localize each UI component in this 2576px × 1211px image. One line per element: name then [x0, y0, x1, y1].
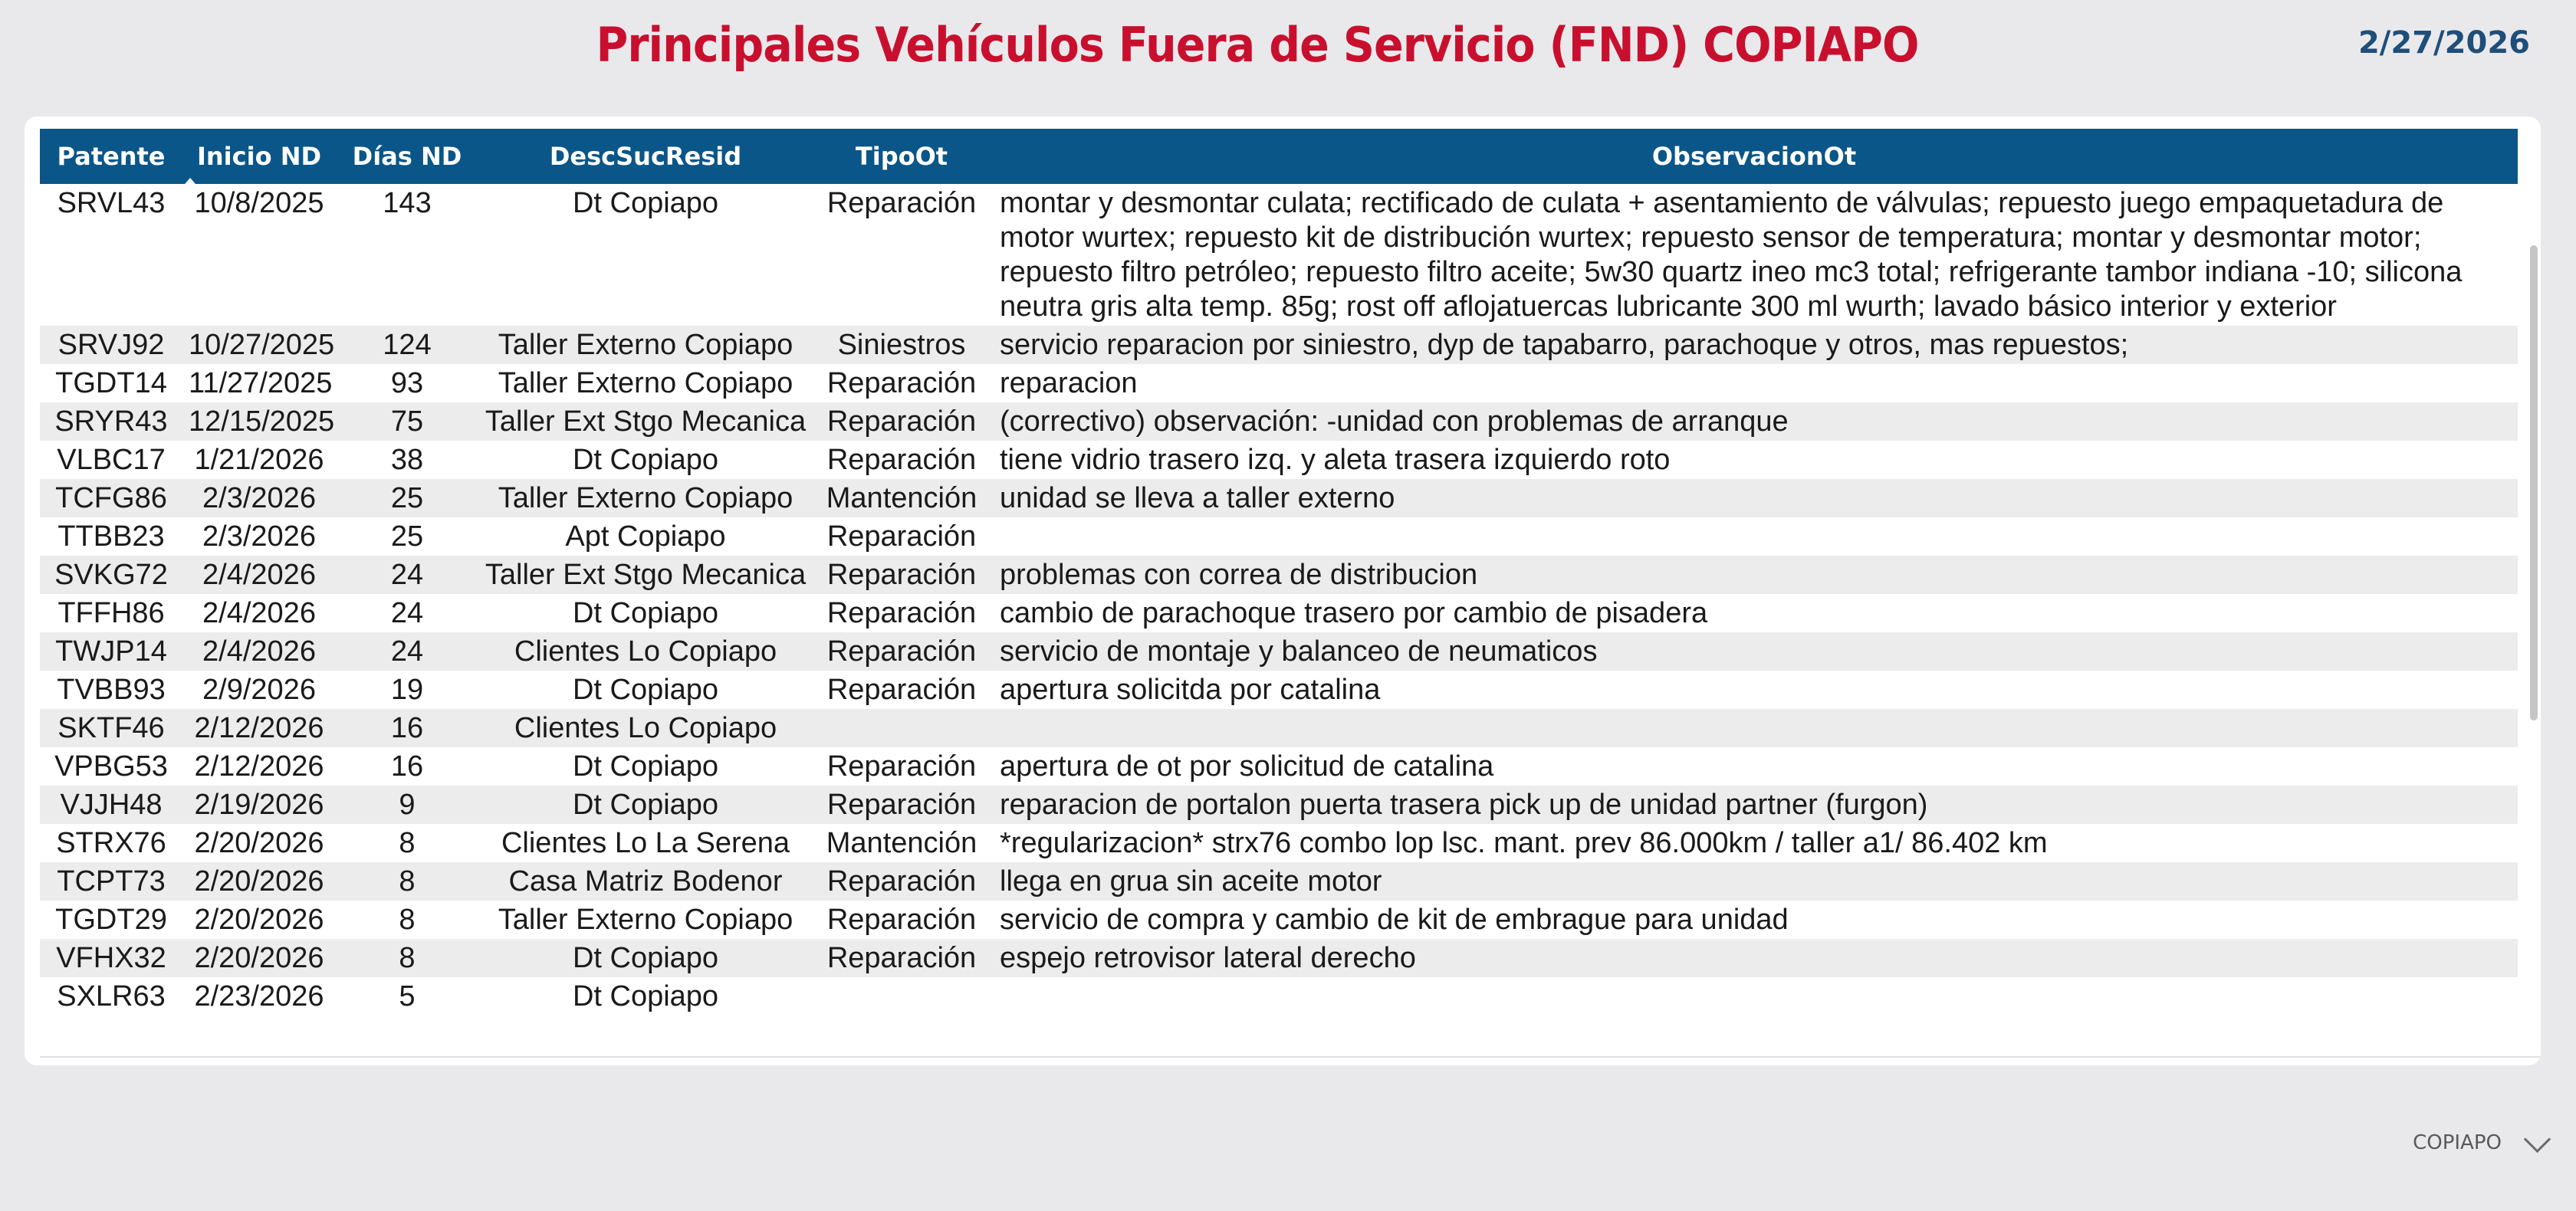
descsucresid-cell: Dt Copiapo [572, 674, 719, 706]
observacionot-cell [991, 709, 2518, 747]
observacionot-cell [991, 977, 2518, 1016]
tipoot-cell [813, 709, 991, 747]
descsucresid-cell: Clientes Lo La Serena [501, 827, 790, 859]
inicio-nd-cell: 2/3/2026 [202, 520, 316, 553]
tipoot-cell: Reparación [826, 520, 977, 553]
tipoot-cell: Mantención [826, 827, 978, 859]
inicio-nd-cell: 2/3/2026 [202, 482, 316, 514]
patente-cell: STRX76 [56, 827, 166, 859]
observacionot-cell: *regularizacion* strx76 combo lop lsc. mant. prev 86.000km / taller a1/ 86.402 km [1000, 827, 2048, 859]
branch-filter-dropdown[interactable] [2413, 1131, 2547, 1154]
observacionot-cell: espejo retrovisor lateral derecho [1000, 942, 1416, 974]
dias-nd-cell: 25 [390, 482, 424, 514]
dias-nd-cell: 19 [390, 674, 424, 706]
table-row[interactable] [40, 862, 2518, 901]
table-row[interactable] [40, 517, 2518, 556]
table-row[interactable] [40, 939, 2518, 977]
patente-cell: VPBG53 [54, 750, 168, 783]
table-row[interactable] [40, 671, 2518, 709]
descsucresid-cell: Taller Externo Copiapo [498, 329, 794, 361]
table-visual [25, 117, 2541, 1065]
tipoot-cell: Reparación [826, 904, 977, 936]
column-header-dias-nd[interactable]: Días ND [352, 142, 462, 171]
inicio-nd-cell: 2/20/2026 [194, 942, 324, 974]
tipoot-cell: Reparación [826, 942, 977, 974]
inicio-nd-cell: 2/19/2026 [194, 789, 324, 821]
patente-cell: SRVL43 [57, 187, 166, 219]
descsucresid-cell: Taller Ext Stgo Mecanica [485, 405, 807, 438]
patente-cell: VJJH48 [60, 789, 163, 821]
table-row[interactable] [40, 184, 2518, 326]
inicio-nd-cell: 2/9/2026 [202, 674, 316, 706]
tipoot-cell: Reparación [826, 750, 977, 783]
inicio-nd-cell: 2/20/2026 [194, 827, 324, 859]
tipoot-cell: Mantención [826, 482, 978, 514]
inicio-nd-cell: 10/8/2025 [194, 187, 324, 219]
tipoot-cell: Reparación [826, 789, 977, 821]
observacionot-cell: llega en grua sin aceite motor [1000, 865, 1382, 898]
patente-cell: TGDT29 [55, 904, 167, 936]
tipoot-cell: Reparación [826, 635, 977, 668]
sort-ascending-icon[interactable] [181, 178, 199, 189]
tipoot-cell: Reparación [826, 674, 977, 706]
descsucresid-cell: Dt Copiapo [572, 980, 719, 1012]
descsucresid-cell: Dt Copiapo [572, 444, 719, 476]
dias-nd-cell: 25 [390, 520, 424, 553]
patente-cell: VLBC17 [57, 444, 166, 476]
observacionot-cell: servicio de montaje y balanceo de neumaticos [1000, 635, 1598, 668]
column-header-tipoot[interactable]: TipoOt [855, 142, 948, 171]
patente-cell: VFHX32 [56, 942, 166, 974]
tipoot-cell: Reparación [826, 444, 977, 476]
table-row[interactable] [40, 977, 2518, 1016]
inicio-nd-cell: 11/27/2025 [189, 367, 333, 399]
observacionot-cell: unidad se lleva a taller externo [1000, 482, 1395, 514]
dias-nd-cell: 16 [390, 712, 424, 744]
inicio-nd-cell: 12/15/2025 [189, 405, 335, 438]
column-header-patente[interactable]: Patente [57, 142, 166, 171]
tipoot-cell: Reparación [826, 559, 977, 591]
table-body [40, 184, 2518, 1016]
patente-cell: SRVJ92 [58, 329, 165, 361]
patente-cell: TCPT73 [57, 865, 166, 898]
dias-nd-cell: 24 [390, 559, 424, 591]
patente-cell: TFFH86 [58, 597, 165, 629]
descsucresid-cell: Apt Copiapo [565, 520, 726, 553]
table-row[interactable] [40, 326, 2518, 364]
table-row[interactable] [40, 441, 2518, 479]
chevron-down-icon[interactable] [2524, 1125, 2551, 1152]
dias-nd-cell: 8 [399, 865, 416, 898]
dias-nd-cell: 24 [390, 597, 424, 629]
table-header-row [40, 129, 2518, 184]
observacionot-cell: apertura solicitda por catalina [1000, 674, 1381, 706]
descsucresid-cell: Dt Copiapo [572, 187, 719, 219]
tipoot-cell: Reparación [826, 597, 977, 629]
dias-nd-cell: 93 [390, 367, 424, 399]
observacionot-cell: servicio reparacion por siniestro, dyp de tapabarro, parachoque y otros, mas repuestos; [1000, 329, 2129, 361]
dias-nd-cell: 5 [399, 980, 416, 1012]
branch-filter-value: COPIAPO [2413, 1131, 2502, 1154]
dias-nd-cell: 38 [390, 444, 424, 476]
table-bottom-divider [40, 1056, 2541, 1058]
dias-nd-cell: 16 [390, 750, 424, 783]
observacionot-cell: problemas con correa de distribucion [1000, 559, 1478, 591]
dias-nd-cell: 124 [383, 329, 432, 361]
inicio-nd-cell: 2/20/2026 [194, 865, 324, 898]
descsucresid-cell: Dt Copiapo [572, 942, 719, 974]
observacionot-cell: montar y desmontar culata; rectificado de culata + asentamiento de válvulas; repuesto juego empaquetadura de motor wurtex; repuesto kit de distribución wurtex; repuesto sensor de temperatura; montar y desmontar motor; repuesto filtro petróleo; repuesto filtro aceite; 5w30 quartz ineo mc3 total; refrigerante tambor indiana -10; silicona neutra gris alta temp. 85g; rost off aflojatuercas lubricante 300 ml wurth; lavado básico interior y exterior [1000, 187, 2463, 323]
observacionot-cell: cambio de parachoque trasero por cambio de pisadera [1000, 597, 1708, 629]
patente-cell: SKTF46 [58, 712, 165, 744]
descsucresid-cell: Taller Externo Copiapo [498, 482, 794, 514]
descsucresid-cell: Dt Copiapo [572, 597, 719, 629]
inicio-nd-cell: 10/27/2025 [189, 329, 335, 361]
inicio-nd-cell: 2/4/2026 [202, 635, 316, 668]
patente-cell: TCFG86 [55, 482, 167, 514]
dias-nd-cell: 8 [399, 942, 416, 974]
observacionot-cell: apertura de ot por solicitud de catalina [1000, 750, 1494, 783]
descsucresid-cell: Clientes Lo Copiapo [514, 635, 777, 668]
patente-cell: TWJP14 [55, 635, 167, 668]
dias-nd-cell: 9 [399, 789, 416, 821]
vehicles-table [40, 129, 2518, 1016]
table-row[interactable] [40, 479, 2518, 517]
observacionot-cell: tiene vidrio trasero izq. y aleta trasera izquierdo roto [1000, 444, 1671, 476]
observacionot-cell: reparacion [1000, 367, 1138, 399]
table-row[interactable] [40, 402, 2518, 441]
inicio-nd-cell: 2/4/2026 [202, 597, 316, 629]
table-row[interactable] [40, 364, 2518, 402]
descsucresid-cell: Clientes Lo Copiapo [514, 712, 777, 744]
dias-nd-cell: 8 [399, 904, 416, 936]
tipoot-cell: Reparación [826, 367, 977, 399]
table-row[interactable] [40, 901, 2518, 939]
observacionot-cell: reparacion de portalon puerta trasera pick up de unidad partner (furgon) [1000, 789, 1928, 821]
patente-cell: SVKG72 [54, 559, 168, 591]
dias-nd-cell: 24 [390, 635, 424, 668]
table-row[interactable] [40, 786, 2518, 824]
tipoot-cell: Siniestros [837, 329, 966, 361]
descsucresid-cell: Taller Externo Copiapo [498, 367, 794, 399]
column-header-inicio-nd[interactable]: Inicio ND [182, 129, 336, 184]
patente-cell: TVBB93 [57, 674, 166, 706]
dias-nd-cell: 143 [383, 187, 432, 219]
descsucresid-cell: Taller Ext Stgo Mecanica [485, 559, 807, 591]
descsucresid-cell: Dt Copiapo [572, 789, 719, 821]
table-viewport[interactable] [40, 129, 2541, 1056]
tipoot-cell [813, 977, 991, 1016]
dias-nd-cell: 75 [390, 405, 424, 438]
inicio-nd-cell: 1/21/2026 [194, 444, 324, 476]
descsucresid-cell: Casa Matriz Bodenor [508, 865, 783, 898]
table-row[interactable] [40, 632, 2518, 671]
table-row[interactable] [40, 594, 2518, 632]
tipoot-cell: Reparación [826, 405, 977, 438]
column-header-descsucresid[interactable]: DescSucResid [549, 142, 742, 171]
inicio-nd-cell: 2/12/2026 [194, 750, 324, 783]
dias-nd-cell: 8 [399, 827, 416, 859]
report-date: 2/27/2026 [2358, 25, 2530, 61]
tipoot-cell: Reparación [826, 187, 977, 219]
tipoot-cell: Reparación [826, 865, 977, 898]
patente-cell: TTBB23 [58, 520, 165, 553]
descsucresid-cell: Taller Externo Copiapo [498, 904, 794, 936]
patente-cell: TGDT14 [55, 367, 167, 399]
table-row[interactable] [40, 824, 2518, 862]
table-row[interactable] [40, 556, 2518, 594]
inicio-nd-cell: 2/20/2026 [194, 904, 324, 936]
patente-cell: SXLR63 [57, 980, 166, 1012]
observacionot-cell: (correctivo) observación: -unidad con problemas de arranque [1000, 405, 1789, 438]
column-header-observacionot[interactable]: ObservacionOt [1651, 142, 1857, 171]
descsucresid-cell: Dt Copiapo [572, 750, 719, 783]
page-title: Principales Vehículos Fuera de Servicio (FND) COPIAPO [596, 17, 1919, 73]
observacionot-cell [991, 517, 2518, 556]
vertical-scrollbar-thumb[interactable] [2530, 245, 2538, 720]
patente-cell: SRYR43 [54, 405, 168, 438]
inicio-nd-cell: 2/4/2026 [202, 559, 316, 591]
table-row[interactable] [40, 709, 2518, 747]
inicio-nd-cell: 2/12/2026 [194, 712, 324, 744]
observacionot-cell: servicio de compra y cambio de kit de embrague para unidad [1000, 904, 1789, 936]
inicio-nd-cell: 2/23/2026 [194, 980, 324, 1012]
table-row[interactable] [40, 747, 2518, 786]
